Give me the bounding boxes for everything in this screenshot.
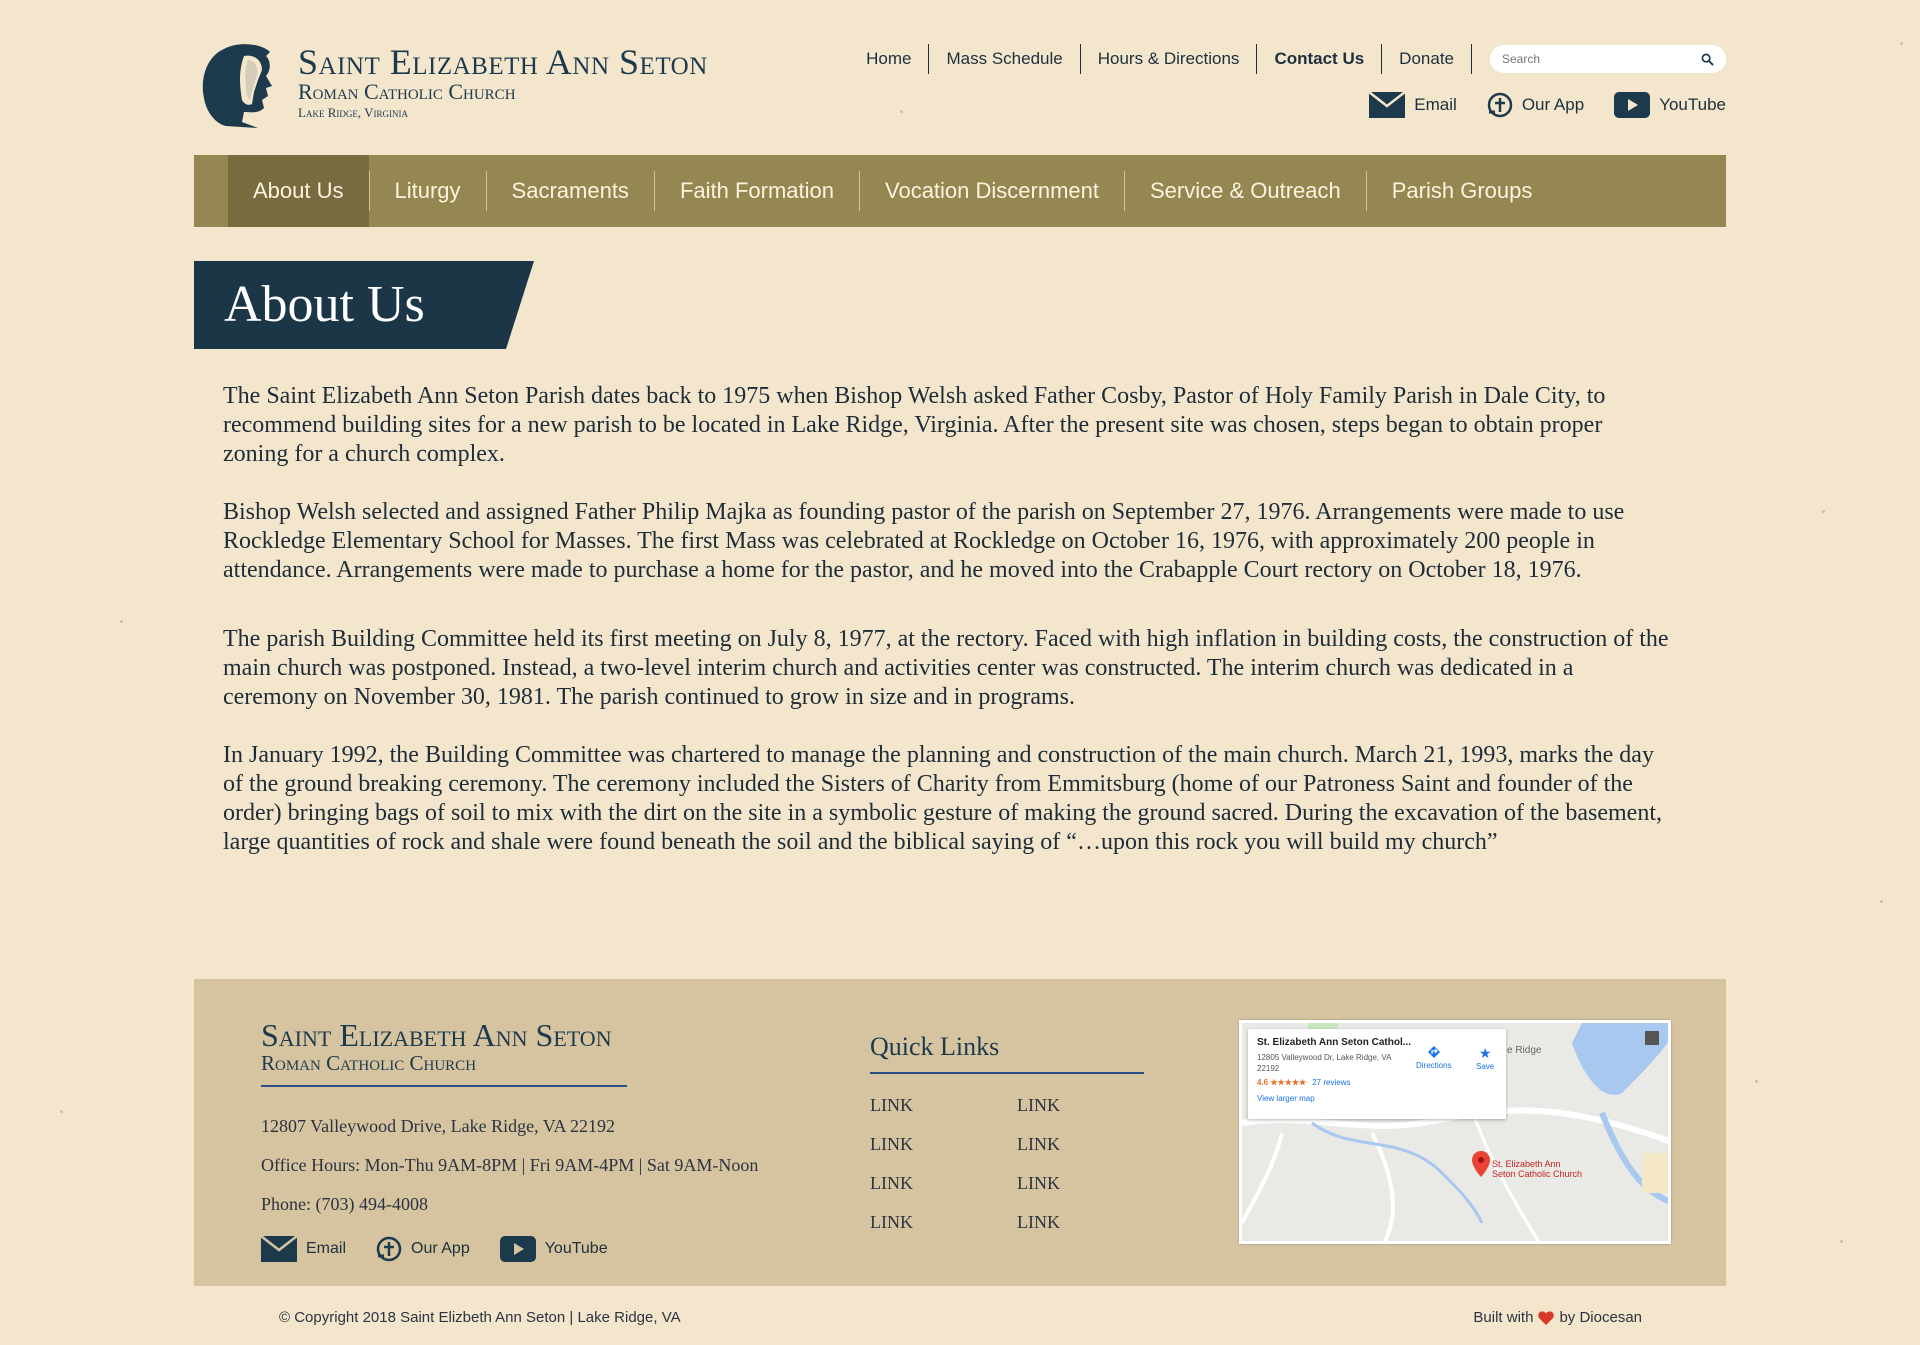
content-paragraph: The parish Building Committee held its first meeting on July 8, 1977, at the rectory. Faced with high inflation in building costs, the construction of the main church was postponed. Instead, a two-level interim church and activities center was constructed. The interim church was dedicated in a ceremony on November 30, 1981. The parish continued to grow in size and in programs. bbox=[223, 626, 1669, 710]
brand-title: Saint Elizabeth Ann Seton bbox=[298, 42, 708, 82]
header-app-label: Our App bbox=[1521, 95, 1585, 114]
directions-icon bbox=[1427, 1045, 1441, 1059]
header-social-links bbox=[1339, 92, 1726, 118]
quick-link[interactable]: LINK bbox=[1017, 1212, 1060, 1232]
map-directions-label: Directions bbox=[1416, 1061, 1452, 1070]
footer-social-links bbox=[261, 1236, 821, 1262]
map-view-larger-link[interactable]: View larger map bbox=[1257, 1094, 1315, 1103]
quick-links bbox=[870, 1032, 1150, 1242]
map-rating bbox=[1257, 1078, 1497, 1087]
page-content bbox=[223, 382, 1673, 886]
topnav-mass-schedule[interactable]: Mass Schedule bbox=[929, 44, 1080, 74]
nav-faith-formation[interactable]: Faith Formation bbox=[679, 178, 834, 203]
map-pin-label bbox=[1492, 1159, 1582, 1179]
quick-link[interactable]: LINK bbox=[870, 1134, 913, 1154]
quick-link[interactable]: LINK bbox=[870, 1212, 913, 1232]
search-input[interactable] bbox=[1502, 52, 1701, 66]
youtube-icon bbox=[1614, 92, 1650, 118]
map-area-label: e Ridge bbox=[1507, 1045, 1542, 1056]
search-icon[interactable] bbox=[1701, 53, 1714, 66]
site-header bbox=[194, 30, 1726, 140]
site-logo[interactable] bbox=[200, 42, 708, 128]
quick-link[interactable]: LINK bbox=[870, 1173, 913, 1193]
youtube-icon bbox=[500, 1236, 536, 1262]
saint-profile-logo-icon bbox=[200, 42, 280, 128]
nav-about-us[interactable]: About Us bbox=[228, 155, 369, 227]
map-save-label: Save bbox=[1476, 1062, 1495, 1071]
nav-sacraments[interactable]: Sacraments bbox=[511, 178, 629, 203]
built-with-suffix[interactable]: by Diocesan bbox=[1559, 1309, 1642, 1326]
map-rating-stars: 4.6 ★★★★★ bbox=[1257, 1078, 1307, 1087]
header-youtube-label: YouTube bbox=[1659, 95, 1726, 114]
built-with-prefix: Built with bbox=[1473, 1309, 1534, 1326]
page-title-banner bbox=[194, 261, 534, 349]
map-address-line2: 22192 bbox=[1257, 1064, 1280, 1073]
main-nav bbox=[194, 155, 1726, 227]
topnav-contact-us[interactable]: Contact Us bbox=[1257, 44, 1382, 74]
footer-youtube-label: YouTube bbox=[544, 1240, 608, 1257]
quick-link[interactable]: LINK bbox=[1017, 1095, 1060, 1115]
star-icon: ★ bbox=[1478, 1045, 1492, 1061]
built-with-credit bbox=[1473, 1309, 1642, 1326]
quick-link[interactable]: LINK bbox=[1017, 1173, 1060, 1193]
quick-links-grid bbox=[870, 1086, 1150, 1242]
map-directions-button[interactable] bbox=[1416, 1045, 1452, 1070]
quick-link[interactable]: LINK bbox=[870, 1095, 913, 1115]
footer-brand-subtitle: Roman Catholic Church bbox=[261, 1051, 477, 1075]
footer-youtube-link[interactable] bbox=[500, 1236, 608, 1262]
content-paragraph: The Saint Elizabeth Ann Seton Parish dates back to 1975 when Bishop Welsh asked Father Cosby, Pastor of Holy Family Parish in Dale City, to recommend building sites for a new parish to be located in Lake Ridge, Virginia. After the present site was chosen, steps began to obtain proper zoning for a church complex. bbox=[223, 383, 1606, 467]
footer-contact bbox=[261, 1019, 821, 1262]
heart-icon bbox=[1538, 1311, 1554, 1325]
topnav-hours-directions[interactable]: Hours & Directions bbox=[1081, 44, 1258, 74]
map-place-card bbox=[1248, 1029, 1506, 1119]
footer-office-hours: Office Hours: Mon-Thu 9AM-8PM | Fri 9AM-4PM | Sat 9AM-Noon bbox=[261, 1155, 759, 1175]
topnav-home[interactable]: Home bbox=[849, 44, 929, 74]
nav-parish-groups[interactable]: Parish Groups bbox=[1391, 178, 1533, 203]
map-place-address bbox=[1257, 1052, 1497, 1074]
brand-subtitle: Roman Catholic Church bbox=[298, 79, 516, 104]
map-save-button[interactable] bbox=[1476, 1045, 1494, 1071]
page-title: About Us bbox=[224, 276, 425, 333]
footer-address: 12807 Valleywood Drive, Lake Ridge, VA 22192 bbox=[261, 1116, 615, 1136]
content-paragraph: In January 1992, the Building Committee was chartered to manage the planning and construction of the main church. March 21, 1993, marks the day of the ground breaking ceremony. The ceremony included the Sisters of Charity from Emmitsburg (home of our Patroness Saint and founder of the order) bringing bags of soil to mix with the dirt on the site in a symbolic gesture of making the ground sacred. During the excavation of the basement, large quantities of rock and shale were found beneath the soil and the biblical saying of “…upon this rock you will build my church” bbox=[223, 742, 1662, 855]
map-address-line1: 12805 Valleywood Dr, Lake Ridge, VA bbox=[1257, 1053, 1392, 1062]
footer-phone: Phone: (703) 494-4008 bbox=[261, 1194, 428, 1214]
envelope-icon bbox=[1369, 92, 1405, 118]
map-pin-label-line1: St. Elizabeth Ann bbox=[1492, 1159, 1561, 1169]
footer-app-link[interactable] bbox=[376, 1236, 470, 1262]
utility-nav bbox=[849, 44, 1726, 74]
envelope-icon bbox=[261, 1236, 297, 1262]
nav-service-outreach[interactable]: Service & Outreach bbox=[1150, 178, 1341, 203]
map-reviews-link[interactable]: 27 reviews bbox=[1312, 1078, 1351, 1087]
site-footer bbox=[194, 979, 1726, 1286]
embedded-map[interactable] bbox=[1239, 1020, 1671, 1244]
header-youtube-link[interactable] bbox=[1614, 92, 1726, 118]
nav-liturgy[interactable]: Liturgy bbox=[394, 178, 461, 203]
content-paragraph: Bishop Welsh selected and assigned Father Philip Majka as founding pastor of the parish on September 27, 1976. Arrangements were made to use Rockledge Elementary School for Masses. The first Mass was celebrated at Rockledge on October 16, 1976, with approximately 200 people in attendance. Arrangements were made to purchase a home for the pastor, and he moved into the Crabapple Court rectory on October 18, 1976. bbox=[223, 499, 1625, 583]
topnav-donate[interactable]: Donate bbox=[1382, 44, 1472, 74]
search-box bbox=[1490, 45, 1726, 73]
map-pin-icon bbox=[1472, 1151, 1490, 1177]
quick-links-title: Quick Links bbox=[870, 1032, 1144, 1074]
footer-divider bbox=[261, 1085, 627, 1087]
map-pin-label-line2: Seton Catholic Church bbox=[1492, 1169, 1583, 1179]
header-email-label: Email bbox=[1414, 95, 1457, 114]
header-app-link[interactable] bbox=[1487, 92, 1584, 118]
quick-link[interactable]: LINK bbox=[1017, 1134, 1060, 1154]
header-email-link[interactable] bbox=[1369, 92, 1457, 118]
copyright-text: © Copyright 2018 Saint Elizbeth Ann Seton | Lake Ridge, VA bbox=[279, 1309, 681, 1326]
footer-brand-title: Saint Elizabeth Ann Seton bbox=[261, 1017, 612, 1053]
app-icon bbox=[1487, 92, 1513, 118]
footer-email-label: Email bbox=[306, 1240, 347, 1257]
footer-app-label: Our App bbox=[411, 1240, 470, 1257]
app-icon bbox=[376, 1236, 402, 1262]
map-place-name: St. Elizabeth Ann Seton Cathol... bbox=[1257, 1037, 1412, 1048]
brand-location: Lake Ridge, Virginia bbox=[298, 105, 408, 120]
nav-vocation-discernment[interactable]: Vocation Discernment bbox=[885, 178, 1099, 203]
footer-email-link[interactable] bbox=[261, 1236, 346, 1262]
